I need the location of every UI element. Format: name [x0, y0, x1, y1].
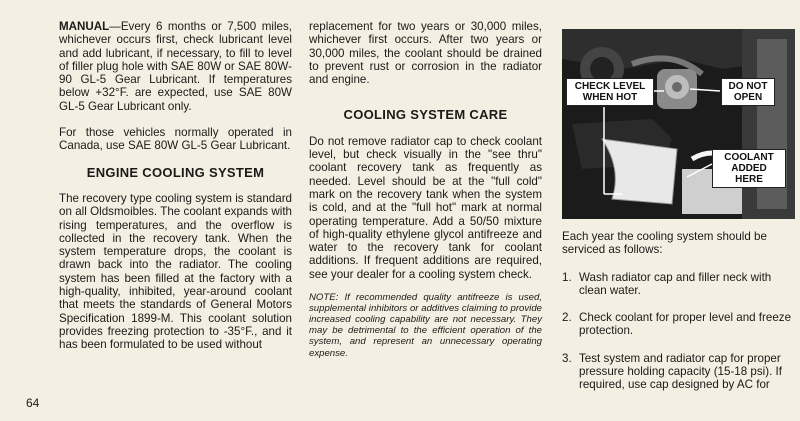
manual-paragraph [59, 20, 292, 113]
service-step [562, 352, 795, 392]
cooling-care-heading: COOLING SYSTEM CARE [343, 107, 508, 123]
service-steps [562, 271, 795, 392]
callout-coolant-added: COOLANT ADDED HERE [712, 149, 786, 188]
manual-label: MANUAL [59, 20, 110, 33]
antifreeze-note: NOTE: If recommended quality antifreeze is used, supplemental inhibitors or additives claiming to provide increased cooling capability are not necessary. They may be detrimental to the efficient operation of the system, and represent an unnecessary operating expense. [309, 292, 542, 359]
callout-check-level: CHECK LEVEL WHEN HOT [566, 78, 654, 106]
manual-text: —Every 6 months or 7,500 miles, whichever occurs first, check lubricant level and add lubricant, if necessary, to fill to level of filler plug hole with SAE 80W or SAE 80W-90 GL-5 Gear Lubricant. If temperatures below +32°F. are expected, use SAE 80W GL-5 Gear Lubricant only. [59, 20, 292, 113]
replacement-paragraph: replacement for two years or 30,000 miles, whichever first occurs. After two years or 30,000 miles, the coolant should be drained to prevent rust or corrosion in the radiator and engine. [309, 20, 542, 87]
service-intro: Each year the cooling system should be serviced as follows: [562, 230, 767, 257]
page-number: 64 [26, 396, 40, 410]
step-text: Wash radiator cap and filler neck with clean water. [579, 270, 772, 297]
canada-paragraph: For those vehicles normally operated in Canada, use SAE 80W GL-5 Gear Lubricant. [59, 126, 292, 153]
cooling-care-paragraph: Do not remove radiator cap to check coolant level, but check visually in the "see thru" coolant recovery tank as frequently as needed. Level should be at the "full cold" mark on the recovery tank when the system is cold, and at the "full hot" mark at normal operating temperature. Add a 50/50 mixture of high-quality ethylene glycol antifreeze and water to the recovery tank for coolant additions. If frequent additions are required, see your dealer for a cooling system check. [309, 134, 542, 281]
engine-cooling-paragraph: The recovery type cooling system is standard on all Oldsmoibles. The coolant expands with rising temperatures, and the overflow is collected in the recovery tank. When the system temperature drops, the coolant is drawn back into the radiator. The cooling system has been filled at the factory with a high-quality, inhibited, year-around coolant that meets the standards of General Motors Specification 1899-M. This coolant solution provides freezing protection to -35°F., and it has been formulated to be used without [59, 191, 292, 352]
engine-bay-illustration [562, 29, 795, 219]
service-step [562, 271, 795, 298]
service-step [562, 311, 795, 338]
step-text: Test system and radiator cap for proper pressure holding capacity (15-18 psi). If required, use cap designed by AC for [579, 351, 782, 392]
callout-do-not-open: DO NOT OPEN [721, 78, 775, 106]
middle-column [309, 20, 542, 359]
step-number: 3. [562, 351, 572, 365]
left-column [59, 20, 292, 352]
engine-cooling-heading: ENGINE COOLING SYSTEM [86, 164, 265, 180]
radiator-photo [562, 29, 795, 219]
step-number: 1. [562, 270, 572, 284]
step-number: 2. [562, 311, 572, 325]
right-column [562, 230, 795, 392]
step-text: Check coolant for proper level and freeze protection. [579, 311, 792, 338]
